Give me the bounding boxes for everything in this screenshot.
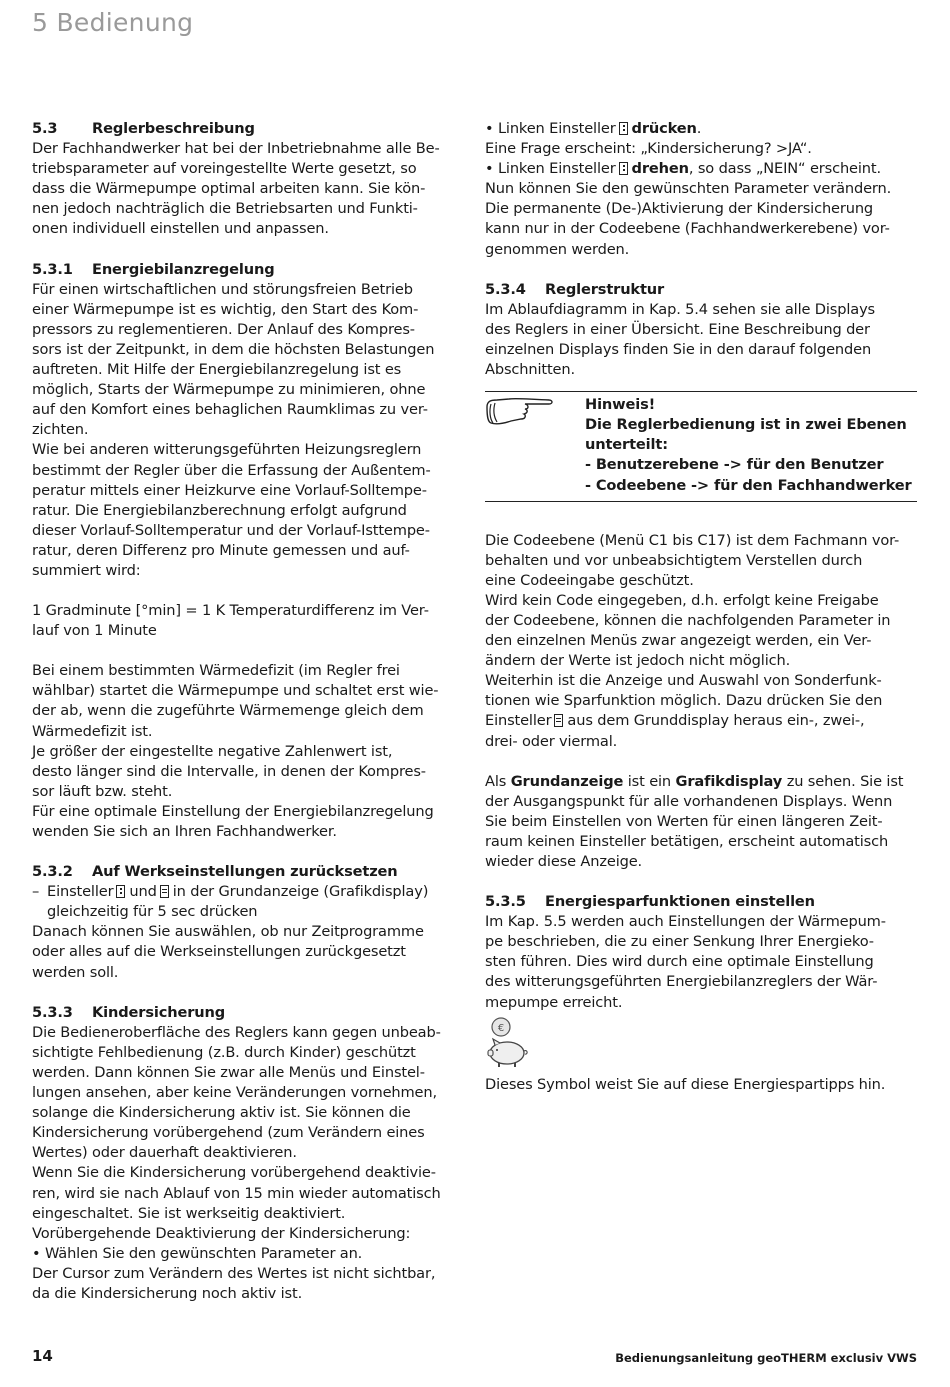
piggy-bank-icon — [485, 1013, 917, 1075]
heading-5-3: 5.3 Reglerbeschreibung — [32, 120, 255, 137]
left-dial-icon — [619, 162, 628, 175]
section-5-3-2-body: Danach können Sie auswählen, ob nur Zeitprogramme oder alles auf die Werkseinstellungen zurückgesetzt werden soll. — [32, 923, 424, 981]
document-title: Bedienungsanleitung geoTHERM exclusiv VWS — [615, 1351, 917, 1365]
heading-5-3-4: 5.3.4 Reglerstruktur — [485, 280, 665, 298]
heading-5-3-1: 5.3.1 Energiebilanzregelung — [32, 260, 275, 278]
section-5-3-body: Der Fachhandwerker hat bei der Inbetriebnahme alle Be- triebsparameter auf voreingestellte Werte gesetzt, so dass die Wärmepumpe optimal arbeiten kann. Sie kön- nen jedoch nachträglich die Betriebsarten und Funkti- onen individuell einstellen und anpassen. — [32, 140, 440, 238]
left-column — [32, 119, 464, 1304]
reset-instruction-item: – Einsteller und in der Grundanzeige (Grafikdisplay) gleichzeitig für 5 sec drücken — [32, 883, 429, 921]
child-lock-continued: Nun können Sie den gewünschten Parameter verändern. Die permanente (De-)Aktivierung der Kindersicherung kann nur in der Codeebene (Fachhandwerkerebene) vor- genommen werden. — [485, 180, 892, 258]
svg-text:€: € — [497, 1022, 505, 1034]
question-line: Eine Frage erscheint: „Kindersicherung? >JA“. — [485, 140, 812, 158]
page-header-title: 5 Bedienung — [32, 8, 194, 37]
section-5-3-1-continued: Bei einem bestimmten Wärmedefizit (im Regler frei wählbar) startet die Wärmepumpe und schaltet erst wie- der ab, wenn die zugeführte Wärmemenge gleich dem Wärmedefizit ist. Je größer der eingestellte negative Zahlenwert ist, desto länger sind die Intervalle, in denen der Kompres- sor läuft bzw. steht. Für eine optimale Einstellung der Energiebilanzregelung wenden Sie sich an Ihren Fachhandwerker. — [32, 662, 439, 840]
section-5-3-3-body: Die Bedieneroberfläche des Reglers kann gegen unbeab- sichtigte Fehlbedienung (z.B. durch Kinder) geschützt werden. Dann können Sie zwar alle Menüs und Einstel- lungen ansehen, aber keine Veränderungen vornehmen, solange die Kindersicherung aktiv ist. Sie können die Kindersicherung vorübergehend (zum Verändern eines Wertes) oder dauerhaft deaktivieren. Wenn Sie die Kindersicherung vorübergehend deaktivie- ren, wird sie nach Ablauf von 15 min wieder automatisch eingeschaltet. Sie ist werkseitig deaktiviert. Vorübergehende Deaktivierung der Kindersicherung: • Wählen Sie den gewünschten Parameter an. Der Cursor zum Verändern des Wertes ist nicht sichtbar, da die Kindersicherung noch aktiv ist. — [32, 1023, 441, 1302]
right-dial-icon — [554, 714, 563, 727]
note-box — [485, 391, 917, 501]
left-dial-icon — [116, 885, 125, 898]
section-5-3-4-body: Im Ablaufdiagramm in Kap. 5.4 sehen sie alle Displays des Reglers in einer Übersicht. Eine Beschreibung der einzelnen Displays finden Sie in den darauf folgenden Abschnitten. — [485, 300, 876, 379]
section-5-3-5-body: Im Kap. 5.5 werden auch Einstellungen der Wärmepum- pe beschrieben, die zu einer Senkung Ihrer Energieko- sten führen. Dies wird durch eine optimale Einstellung des witterungsgeführten Energiebilanzreglers der Wär- mepumpe erreicht. — [485, 913, 886, 1011]
pointing-hand-graphic — [485, 395, 555, 435]
note-text: Hinweis! Die Reglerbedienung ist in zwei Ebenen unterteilt: - Benutzerebene -> für den Benutzer - Codeebene -> für den Fachhandwerker — [585, 396, 912, 494]
right-column — [485, 119, 917, 1095]
bullet-turn-left-dial: • Linken Einsteller drehen, so dass „NEIN“ erscheint. — [485, 160, 881, 178]
symbol-caption: Dieses Symbol weist Sie auf diese Energiespartipps hin. — [485, 1075, 886, 1093]
page-number: 14 — [32, 1347, 53, 1365]
code-level-body: Die Codeebene (Menü C1 bis C17) ist dem Fachmann vor- behalten und vor unbeabsichtigtem Verstellen durch eine Codeeingabe geschützt. Wird kein Code eingegeben, d.h. erfolgt keine Freigabe der Codeebene, können die nachfolgenden Parameter in den einzelnen Menüs zwar angezeigt werden, ein Ver- ändern der Werte ist jedoch nicht möglich. Weiterhin ist die Anzeige und Auswahl von Sonderfunk- tionen wie Sparfunktion möglich. Dazu drücken Sie den Einsteller aus dem Grunddisplay heraus ein-, zwei-, drei- oder viermal. — [485, 531, 900, 750]
bullet-press-left-dial: • Linken Einsteller drücken. — [485, 120, 702, 137]
basic-display-body: Als Grundanzeige ist ein Grafikdisplay zu sehen. Sie ist der Ausgangspunkt für alle vorhandenen Displays. Wenn Sie beim Einstellen von Werten für einen längeren Zeit- raum keinen Einsteller betätigen, erscheint automatisch wieder diese Anzeige. — [485, 772, 904, 870]
heading-5-3-3: 5.3.3 Kindersicherung — [32, 1003, 226, 1021]
right-dial-icon — [160, 885, 169, 898]
section-5-3-1-body: Für einen wirtschaftlichen und störungsfreien Betrieb einer Wärmepumpe ist es wichtig, den Start des Kom- pressors zu reglementieren. Der Anlauf des Kompres- sors ist der Zeitpunkt, in dem die höchsten Belastungen auftreten. Mit Hilfe der Energiebilanzregelung ist es möglich, Starts der Wärmepumpe zu minimieren, ohne auf den Komfort eines behaglichen Raumklimas zu ver- zichten. Wie bei anderen witterungsgeführten Heizungsreglern bestimmt der Regler über die Erfassung der Außentem- peratur mittels einer Heizkurve eine Vorlauf-Solltempe- ratur. Die Energiebilanzberechnung erfolgt aufgrund dieser Vorlauf-Solltemperatur und der Vorlauf-Isttempe- ratur, deren Differenz pro Minute gemessen und auf- summiert wird: — [32, 280, 435, 579]
pointing-hand-icon — [485, 395, 585, 495]
formula: 1 Gradminute [°min] = 1 K Temperaturdifferenz im Ver- lauf von 1 Minute — [32, 602, 429, 640]
piggy-bank-graphic — [485, 1015, 529, 1069]
left-dial-icon — [619, 122, 628, 135]
heading-5-3-2: 5.3.2 Auf Werkseinstellungen zurücksetzen — [32, 863, 398, 881]
heading-5-3-5: 5.3.5 Energiesparfunktionen einstellen — [485, 893, 815, 911]
